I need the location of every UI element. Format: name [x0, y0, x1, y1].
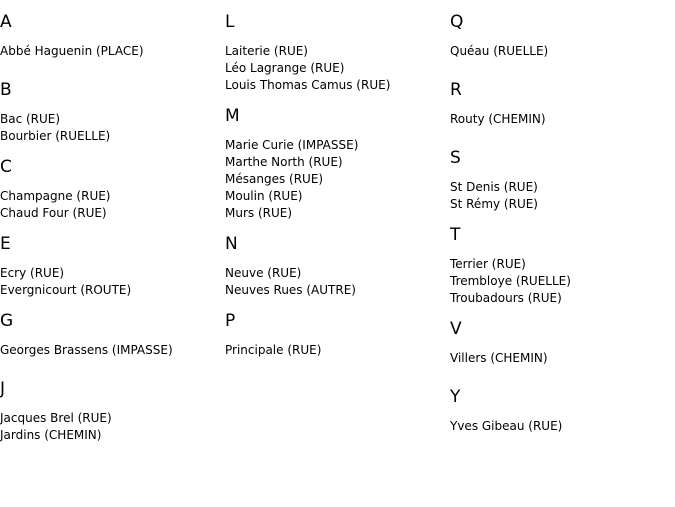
- letter-group-g: [0, 311, 225, 359]
- street-list: [0, 111, 225, 145]
- letter-heading: Q: [450, 12, 464, 32]
- street-list: [0, 43, 225, 60]
- street-item: Murs (RUE): [225, 206, 293, 220]
- letter-group-b: [0, 80, 225, 145]
- letter-group-r: [450, 80, 675, 128]
- street-item: Abbé Haguenin (PLACE): [0, 44, 144, 58]
- letter-heading: T: [450, 225, 461, 245]
- street-item: Terrier (RUE): [450, 257, 526, 271]
- letter-group-n: [225, 234, 450, 299]
- street-item: Jardins (CHEMIN): [0, 428, 102, 442]
- letter-heading: G: [0, 311, 14, 331]
- street-item: Georges Brassens (IMPASSE): [0, 343, 173, 357]
- letter-heading: M: [225, 106, 240, 126]
- street-item: Léo Lagrange (RUE): [225, 61, 345, 75]
- letter-group-m: [225, 106, 450, 222]
- street-index-column-1: [0, 0, 225, 444]
- street-item: Laiterie (RUE): [225, 44, 308, 58]
- street-list: [225, 342, 450, 359]
- street-list: [225, 43, 450, 94]
- street-list: [225, 265, 450, 299]
- letter-heading: V: [450, 319, 462, 339]
- letter-group-s: [450, 148, 675, 213]
- street-index-column-2: [225, 0, 450, 359]
- street-item: Bourbier (RUELLE): [0, 129, 111, 143]
- street-item: Yves Gibeau (RUE): [450, 419, 563, 433]
- letter-heading: A: [0, 12, 12, 32]
- letter-heading: S: [450, 148, 461, 168]
- street-item: Neuve (RUE): [225, 266, 302, 280]
- letter-heading: E: [0, 234, 11, 254]
- street-item: Neuves Rues (AUTRE): [225, 283, 356, 297]
- street-item: Chaud Four (RUE): [0, 206, 107, 220]
- street-list: [450, 179, 675, 213]
- street-item: Louis Thomas Camus (RUE): [225, 78, 391, 92]
- street-item: Evergnicourt (ROUTE): [0, 283, 132, 297]
- street-list: [450, 418, 675, 435]
- letter-heading: Y: [450, 387, 461, 407]
- street-item: Ecry (RUE): [0, 266, 65, 280]
- letter-heading: N: [225, 234, 238, 254]
- street-item: Jacques Brel (RUE): [0, 411, 112, 425]
- street-list: [450, 111, 675, 128]
- letter-group-y: [450, 387, 675, 435]
- letter-heading: R: [450, 80, 462, 100]
- street-item: Troubadours (RUE): [450, 291, 562, 305]
- letter-group-v: [450, 319, 675, 367]
- street-item: Principale (RUE): [225, 343, 322, 357]
- letter-group-q: [450, 12, 675, 60]
- street-list: [225, 137, 450, 222]
- letter-group-c: [0, 157, 225, 222]
- street-item: Moulin (RUE): [225, 189, 303, 203]
- letter-heading: J: [0, 379, 6, 399]
- street-list: [0, 342, 225, 359]
- letter-group-j: [0, 379, 225, 444]
- street-list: [450, 256, 675, 307]
- street-item: St Rémy (RUE): [450, 197, 538, 211]
- street-item: Mésanges (RUE): [225, 172, 324, 186]
- letter-group-t: [450, 225, 675, 307]
- street-item: Marthe North (RUE): [225, 155, 343, 169]
- letter-heading: L: [225, 12, 235, 32]
- street-list: [450, 350, 675, 367]
- letter-group-l: [225, 12, 450, 94]
- street-list: [0, 410, 225, 444]
- street-item: Villers (CHEMIN): [450, 351, 548, 365]
- street-item: Bac (RUE): [0, 112, 61, 126]
- street-index-column-3: [450, 0, 675, 435]
- street-item: Trembloye (RUELLE): [450, 274, 571, 288]
- street-list: [0, 265, 225, 299]
- street-item: Marie Curie (IMPASSE): [225, 138, 359, 152]
- letter-heading: P: [225, 311, 236, 331]
- street-item: Champagne (RUE): [0, 189, 111, 203]
- street-item: Routy (CHEMIN): [450, 112, 546, 126]
- street-list: [0, 188, 225, 222]
- letter-heading: B: [0, 80, 12, 100]
- letter-group-a: [0, 12, 225, 60]
- street-item: Quéau (RUELLE): [450, 44, 549, 58]
- letter-group-p: [225, 311, 450, 359]
- street-list: [450, 43, 675, 60]
- letter-heading: C: [0, 157, 12, 177]
- street-item: St Denis (RUE): [450, 180, 538, 194]
- letter-group-e: [0, 234, 225, 299]
